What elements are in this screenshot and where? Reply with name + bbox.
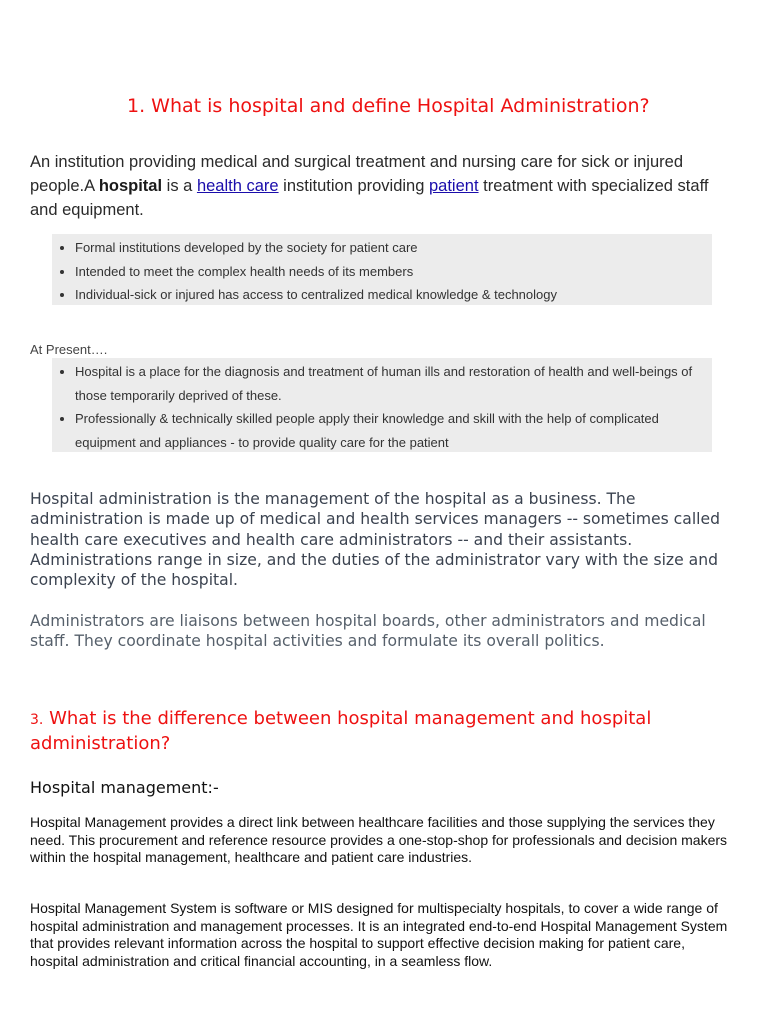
hospital-management-paragraph-2: Hospital Management System is software or MIS designed for multispecialty hospitals, to cover a wide range of hospital administration and management processes. It is an integrated end-to-end Hospital Management System that provides relevant information across the hospital to support effective decision making for patient care, hospital administration and critical financial accounting, in a seamless flow. — [30, 900, 728, 969]
intro-text-end: treatment with specialized staff and equipment. — [30, 177, 709, 219]
hospital-administration-paragraph: Hospital administration is the management of the hospital as a business. The administration is made up of medical and health services managers -- sometimes called health care executives and health care administrators -- and their assistants. Administrations range in size, and the duties of the administrator vary with the size and complexity of the hospital. — [30, 490, 720, 590]
question-3-heading — [30, 707, 730, 756]
question-3-text: What is the difference between hospital management and hospital administration? — [30, 708, 652, 754]
question-3-number: 3. — [30, 712, 44, 728]
intro-text-is-a: is a — [162, 177, 197, 195]
hospital-definition-paragraph — [30, 150, 730, 222]
hospital-management-subheading: Hospital management:- — [30, 778, 219, 797]
list-item: • Formal institutions developed by the society for patient care — [75, 236, 704, 260]
intro-text-start: An institution providing medical and surgical treatment and nursing care for sick or injured people.A — [30, 153, 683, 195]
at-present-list — [52, 358, 712, 454]
at-present-box — [52, 358, 712, 452]
intro-text-institution: institution providing — [278, 177, 429, 195]
question-1-heading: 1. What is hospital and define Hospital Administration? — [127, 95, 650, 117]
hospital-characteristics-list — [52, 234, 712, 307]
at-present-label: At Present…. — [30, 342, 108, 357]
administrators-paragraph: Administrators are liaisons between hospital boards, other administrators and medical staff. They coordinate hospital activities and formulate its overall politics. — [30, 612, 706, 651]
patient-link[interactable]: patient — [429, 177, 479, 195]
hospital-management-paragraph-1: Hospital Management provides a direct link between healthcare facilities and those supplying the services they need. This procurement and reference resource provides a one-stop-shop for professionals and decision makers within the hospital management, healthcare and patient care industries. — [30, 814, 728, 865]
list-item: • Intended to meet the complex health needs of its members — [75, 260, 704, 284]
list-item: • Professionally & technically skilled people apply their knowledge and skill with the help of complicated equipment and appliances - to provide quality care for the patient — [75, 407, 704, 454]
health-care-link[interactable]: health care — [196, 177, 279, 195]
bold-hospital-term: hospital — [98, 177, 163, 195]
list-item: • Individual-sick or injured has access to centralized medical knowledge & technology — [75, 283, 704, 307]
list-item: • Hospital is a place for the diagnosis and treatment of human ills and restoration of health and well-beings of those temporarily deprived of these. — [75, 360, 704, 407]
hospital-characteristics-box — [52, 234, 712, 305]
